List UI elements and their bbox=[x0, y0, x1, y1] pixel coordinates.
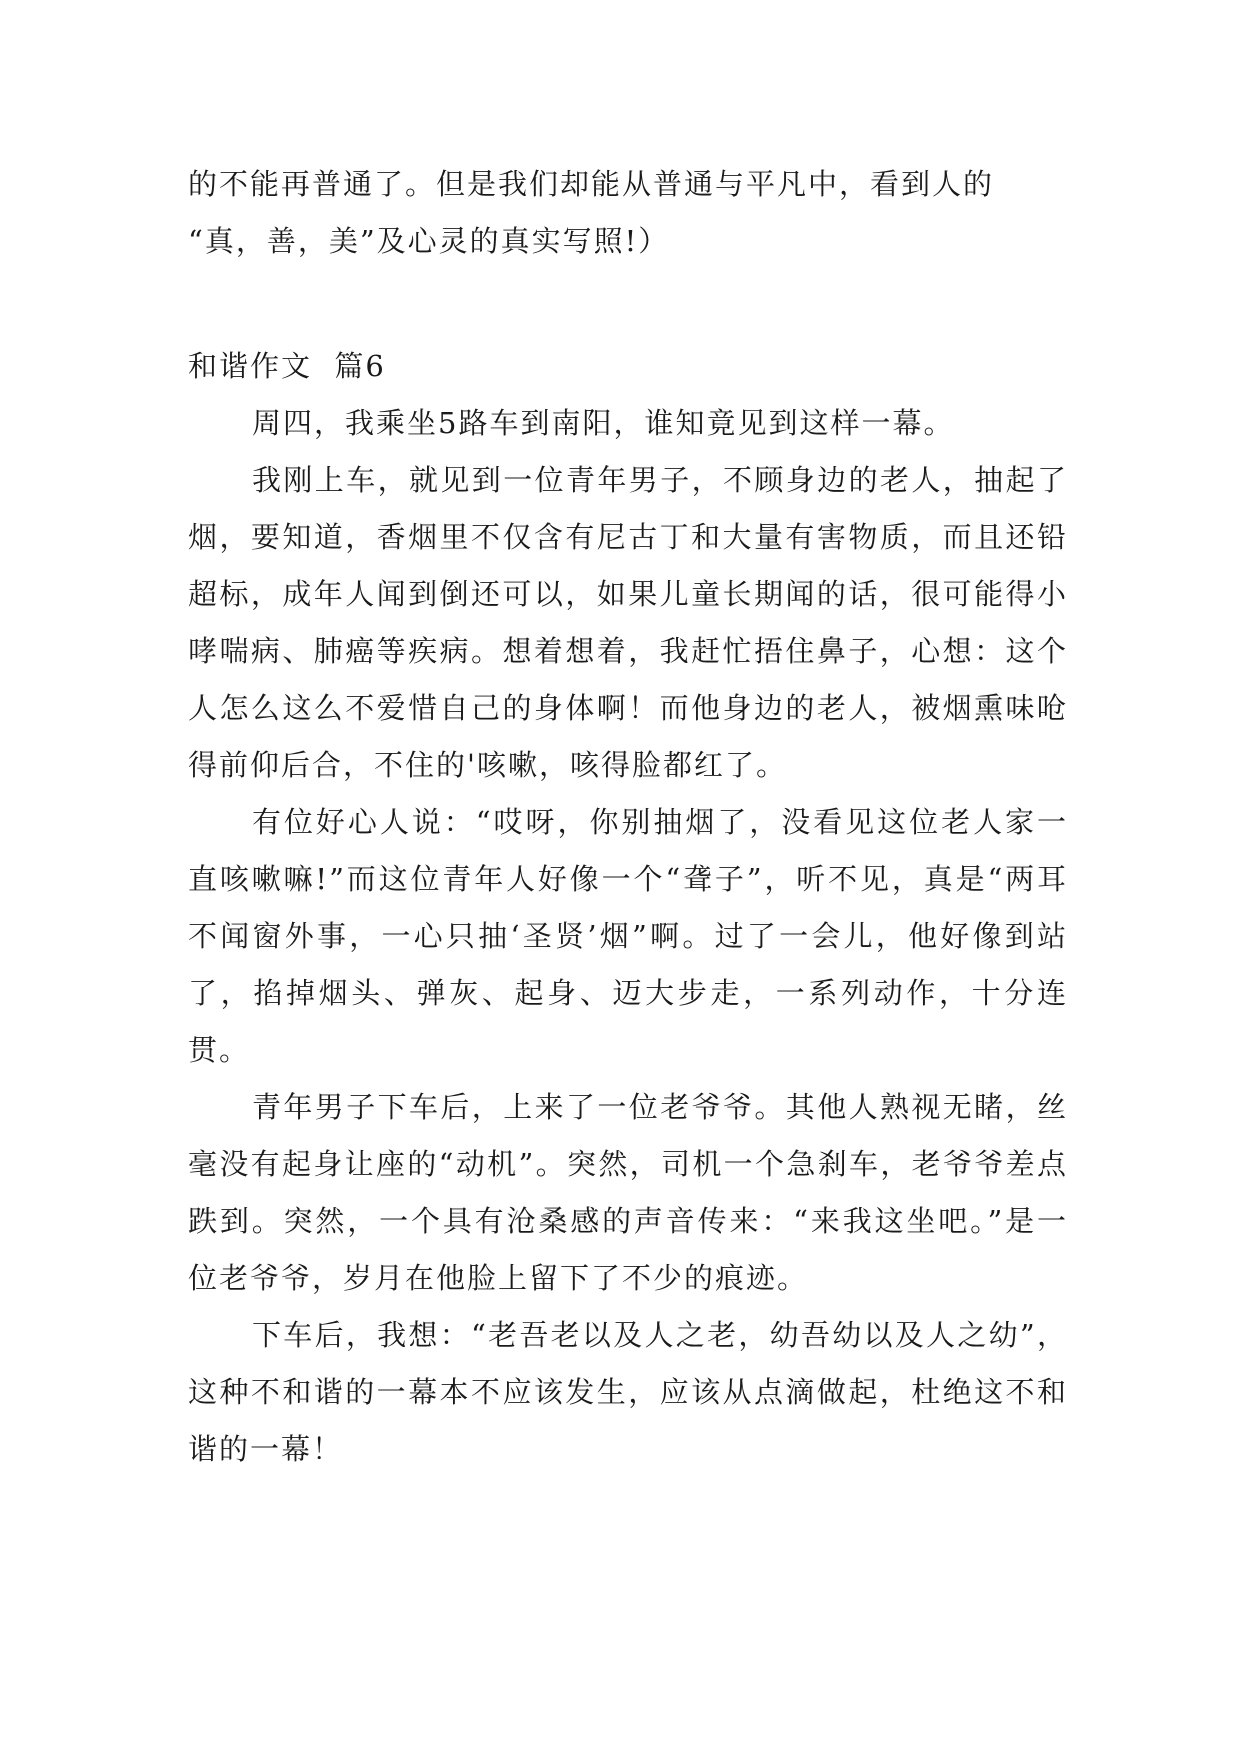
paragraph: 下车后，我想：“老吾老以及人之老，幼吾幼以及人之幼”，这种不和谐的一幕本不应该发生，应该从点滴做起，杜绝这不和谐的一幕！ bbox=[188, 1318, 1068, 1466]
essay-section bbox=[188, 338, 1068, 1478]
paragraph: 周四，我乘坐5路车到南阳，谁知竟见到这样一幕。 bbox=[252, 406, 955, 440]
paragraph: 有位好心人说：“哎呀，你别抽烟了，没看见这位老人家一直咳嗽嘛!”而这位青年人好像一个“聋子”，听不见，真是“两耳不闻窗外事，一心只抽‘圣贤’烟”啊。过了一会儿，他好像到站了，掐掉烟头、弹灰、起身、迈大步走，一系列动作，十分连贯。 bbox=[188, 805, 1068, 1067]
paragraph: 青年男子下车后，上来了一位老爷爷。其他人熟视无睹，丝毫没有起身让座的“动机”。突然，司机一个急刹车，老爷爷差点跌到。突然，一个具有沧桑感的声音传来：“来我这坐吧。”是一位老爷爷，岁月在他脸上留下了不少的痕迹。 bbox=[188, 1090, 1068, 1295]
continued-line: 的不能再普通了。但是我们却能从普通与平凡中，看到人的 bbox=[188, 167, 995, 201]
continued-line: “真，善，美”及心灵的真实写照!） bbox=[188, 224, 670, 258]
continued-paragraph bbox=[188, 156, 1068, 270]
section-heading: 和谐作文 篇6 bbox=[188, 349, 386, 383]
paragraph: 我刚上车，就见到一位青年男子，不顾身边的老人，抽起了烟，要知道，香烟里不仅含有尼古丁和大量有害物质，而且还铅超标，成年人闻到倒还可以，如果儿童长期闻的话，很可能得小哮喘病、肺癌等疾病。想着想着，我赶忙捂住鼻子，心想：这个人怎么这么不爱惜自己的身体啊！而他身边的老人，被烟熏味呛得前仰后合，不住的'咳嗽，咳得脸都红了。 bbox=[188, 463, 1068, 782]
